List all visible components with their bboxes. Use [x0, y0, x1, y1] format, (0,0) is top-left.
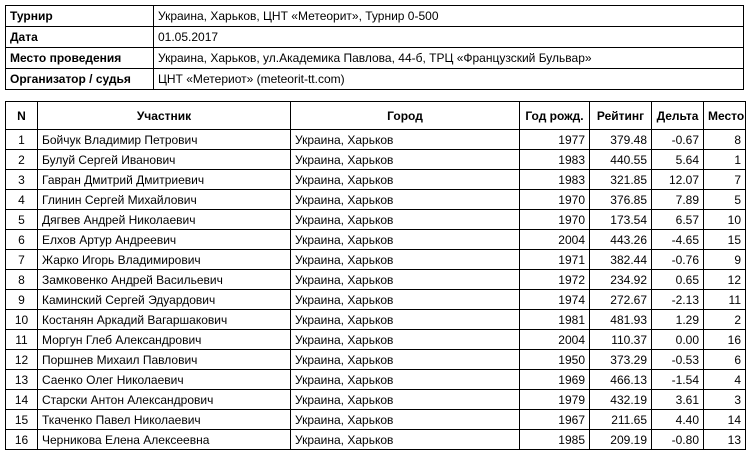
cell-delta: -0.53 — [652, 350, 704, 370]
cell-rating: 373.29 — [590, 350, 652, 370]
cell-place: 6 — [704, 350, 746, 370]
table-row — [6, 130, 746, 150]
column-header-participant: Участник — [38, 102, 291, 130]
cell-birth-year: 1950 — [520, 350, 590, 370]
cell-delta: -4.65 — [652, 230, 704, 250]
info-label: Организатор / судья — [6, 69, 154, 90]
cell-delta: -0.67 — [652, 130, 704, 150]
cell-delta: 0.65 — [652, 270, 704, 290]
cell-city: Украина, Харьков — [291, 250, 520, 270]
cell-rating: 466.13 — [590, 370, 652, 390]
cell-number: 6 — [6, 230, 38, 250]
cell-place: 4 — [704, 370, 746, 390]
cell-number: 9 — [6, 290, 38, 310]
cell-number: 15 — [6, 410, 38, 430]
cell-city: Украина, Харьков — [291, 230, 520, 250]
cell-participant: Черникова Елена Алексеевна — [38, 430, 291, 450]
cell-participant: Замковенко Андрей Васильевич — [38, 270, 291, 290]
cell-participant: Дягвев Андрей Николаевич — [38, 210, 291, 230]
table-row — [6, 190, 746, 210]
cell-place: 5 — [704, 190, 746, 210]
cell-birth-year: 2004 — [520, 230, 590, 250]
cell-rating: 173.54 — [590, 210, 652, 230]
cell-delta: -0.80 — [652, 430, 704, 450]
cell-city: Украина, Харьков — [291, 190, 520, 210]
cell-place: 11 — [704, 290, 746, 310]
cell-birth-year: 1970 — [520, 210, 590, 230]
cell-delta: -2.13 — [652, 290, 704, 310]
cell-birth-year: 1985 — [520, 430, 590, 450]
cell-rating: 272.67 — [590, 290, 652, 310]
cell-birth-year: 1969 — [520, 370, 590, 390]
column-header-birth-year: Год рожд. — [520, 102, 590, 130]
cell-participant: Гавран Дмитрий Дмитриевич — [38, 170, 291, 190]
cell-birth-year: 1981 — [520, 310, 590, 330]
cell-rating: 321.85 — [590, 170, 652, 190]
cell-place: 1 — [704, 150, 746, 170]
table-row — [6, 210, 746, 230]
column-header-delta: Дельта — [652, 102, 704, 130]
results-header-row — [6, 102, 746, 130]
cell-number: 2 — [6, 150, 38, 170]
cell-number: 11 — [6, 330, 38, 350]
cell-delta: 6.57 — [652, 210, 704, 230]
cell-rating: 481.93 — [590, 310, 652, 330]
cell-number: 4 — [6, 190, 38, 210]
info-row-organizer — [6, 69, 744, 90]
results-table — [5, 101, 746, 450]
cell-rating: 110.37 — [590, 330, 652, 350]
column-header-n: N — [6, 102, 38, 130]
cell-city: Украина, Харьков — [291, 130, 520, 150]
table-row — [6, 430, 746, 450]
cell-birth-year: 1971 — [520, 250, 590, 270]
cell-place: 13 — [704, 430, 746, 450]
cell-rating: 379.48 — [590, 130, 652, 150]
cell-number: 10 — [6, 310, 38, 330]
table-row — [6, 150, 746, 170]
info-row-tournament — [6, 6, 744, 27]
cell-participant: Елхов Артур Андреевич — [38, 230, 291, 250]
cell-participant: Глинин Сергей Михайлович — [38, 190, 291, 210]
table-row — [6, 170, 746, 190]
table-row — [6, 410, 746, 430]
cell-participant: Моргун Глеб Александрович — [38, 330, 291, 350]
cell-city: Украина, Харьков — [291, 390, 520, 410]
cell-city: Украина, Харьков — [291, 310, 520, 330]
info-row-date — [6, 27, 744, 48]
tournament-info-table — [5, 5, 744, 90]
cell-city: Украина, Харьков — [291, 270, 520, 290]
table-row — [6, 290, 746, 310]
table-row — [6, 230, 746, 250]
info-value: 01.05.2017 — [154, 27, 744, 48]
cell-city: Украина, Харьков — [291, 290, 520, 310]
cell-birth-year: 1967 — [520, 410, 590, 430]
cell-number: 8 — [6, 270, 38, 290]
cell-delta: 3.61 — [652, 390, 704, 410]
cell-number: 12 — [6, 350, 38, 370]
cell-place: 8 — [704, 130, 746, 150]
info-label: Дата — [6, 27, 154, 48]
cell-rating: 443.26 — [590, 230, 652, 250]
cell-place: 15 — [704, 230, 746, 250]
table-row — [6, 350, 746, 370]
cell-delta: 4.40 — [652, 410, 704, 430]
info-row-venue — [6, 48, 744, 69]
cell-delta: -1.54 — [652, 370, 704, 390]
cell-rating: 234.92 — [590, 270, 652, 290]
table-row — [6, 310, 746, 330]
cell-participant: Старски Антон Александрович — [38, 390, 291, 410]
cell-city: Украина, Харьков — [291, 430, 520, 450]
cell-rating: 376.85 — [590, 190, 652, 210]
info-value: Украина, Харьков, ЦНТ «Метеорит», Турнир 0-500 — [154, 6, 744, 27]
cell-birth-year: 1974 — [520, 290, 590, 310]
cell-delta: 0.00 — [652, 330, 704, 350]
cell-number: 16 — [6, 430, 38, 450]
cell-city: Украина, Харьков — [291, 170, 520, 190]
cell-participant: Бойчук Владимир Петрович — [38, 130, 291, 150]
cell-participant: Каминский Сергей Эдуардович — [38, 290, 291, 310]
cell-participant: Поршнев Михаил Павлович — [38, 350, 291, 370]
cell-city: Украина, Харьков — [291, 350, 520, 370]
cell-number: 3 — [6, 170, 38, 190]
cell-delta: 5.64 — [652, 150, 704, 170]
cell-birth-year: 2004 — [520, 330, 590, 350]
table-row — [6, 390, 746, 410]
table-row — [6, 270, 746, 290]
cell-birth-year: 1972 — [520, 270, 590, 290]
info-label: Турнир — [6, 6, 154, 27]
cell-delta: 1.29 — [652, 310, 704, 330]
cell-participant: Костанян Аркадий Вагаршакович — [38, 310, 291, 330]
results-body — [6, 130, 746, 450]
info-value: Украина, Харьков, ул.Академика Павлова, 44-б, ТРЦ «Французский Бульвар» — [154, 48, 744, 69]
table-row — [6, 250, 746, 270]
cell-place: 2 — [704, 310, 746, 330]
cell-participant: Ткаченко Павел Николаевич — [38, 410, 291, 430]
cell-number: 1 — [6, 130, 38, 150]
cell-place: 14 — [704, 410, 746, 430]
cell-city: Украина, Харьков — [291, 210, 520, 230]
cell-participant: Жарко Игорь Владимирович — [38, 250, 291, 270]
cell-place: 10 — [704, 210, 746, 230]
info-label: Место проведения — [6, 48, 154, 69]
cell-birth-year: 1983 — [520, 150, 590, 170]
cell-city: Украина, Харьков — [291, 330, 520, 350]
cell-birth-year: 1970 — [520, 190, 590, 210]
cell-place: 7 — [704, 170, 746, 190]
cell-rating: 211.65 — [590, 410, 652, 430]
cell-place: 3 — [704, 390, 746, 410]
cell-birth-year: 1983 — [520, 170, 590, 190]
cell-rating: 440.55 — [590, 150, 652, 170]
table-row — [6, 330, 746, 350]
table-row — [6, 370, 746, 390]
cell-participant: Саенко Олег Николаевич — [38, 370, 291, 390]
cell-delta: 12.07 — [652, 170, 704, 190]
cell-city: Украина, Харьков — [291, 410, 520, 430]
column-header-rating: Рейтинг — [590, 102, 652, 130]
cell-number: 7 — [6, 250, 38, 270]
cell-place: 9 — [704, 250, 746, 270]
cell-rating: 209.19 — [590, 430, 652, 450]
info-value: ЦНТ «Метериот» (meteorit-tt.com) — [154, 69, 744, 90]
cell-place: 16 — [704, 330, 746, 350]
cell-birth-year: 1979 — [520, 390, 590, 410]
column-header-city: Город — [291, 102, 520, 130]
cell-number: 5 — [6, 210, 38, 230]
column-header-place: Место — [704, 102, 746, 130]
cell-city: Украина, Харьков — [291, 370, 520, 390]
cell-participant: Булуй Сергей Иванович — [38, 150, 291, 170]
cell-delta: 7.89 — [652, 190, 704, 210]
cell-rating: 382.44 — [590, 250, 652, 270]
cell-birth-year: 1977 — [520, 130, 590, 150]
cell-rating: 432.19 — [590, 390, 652, 410]
cell-number: 13 — [6, 370, 38, 390]
cell-number: 14 — [6, 390, 38, 410]
cell-place: 12 — [704, 270, 746, 290]
cell-delta: -0.76 — [652, 250, 704, 270]
cell-city: Украина, Харьков — [291, 150, 520, 170]
